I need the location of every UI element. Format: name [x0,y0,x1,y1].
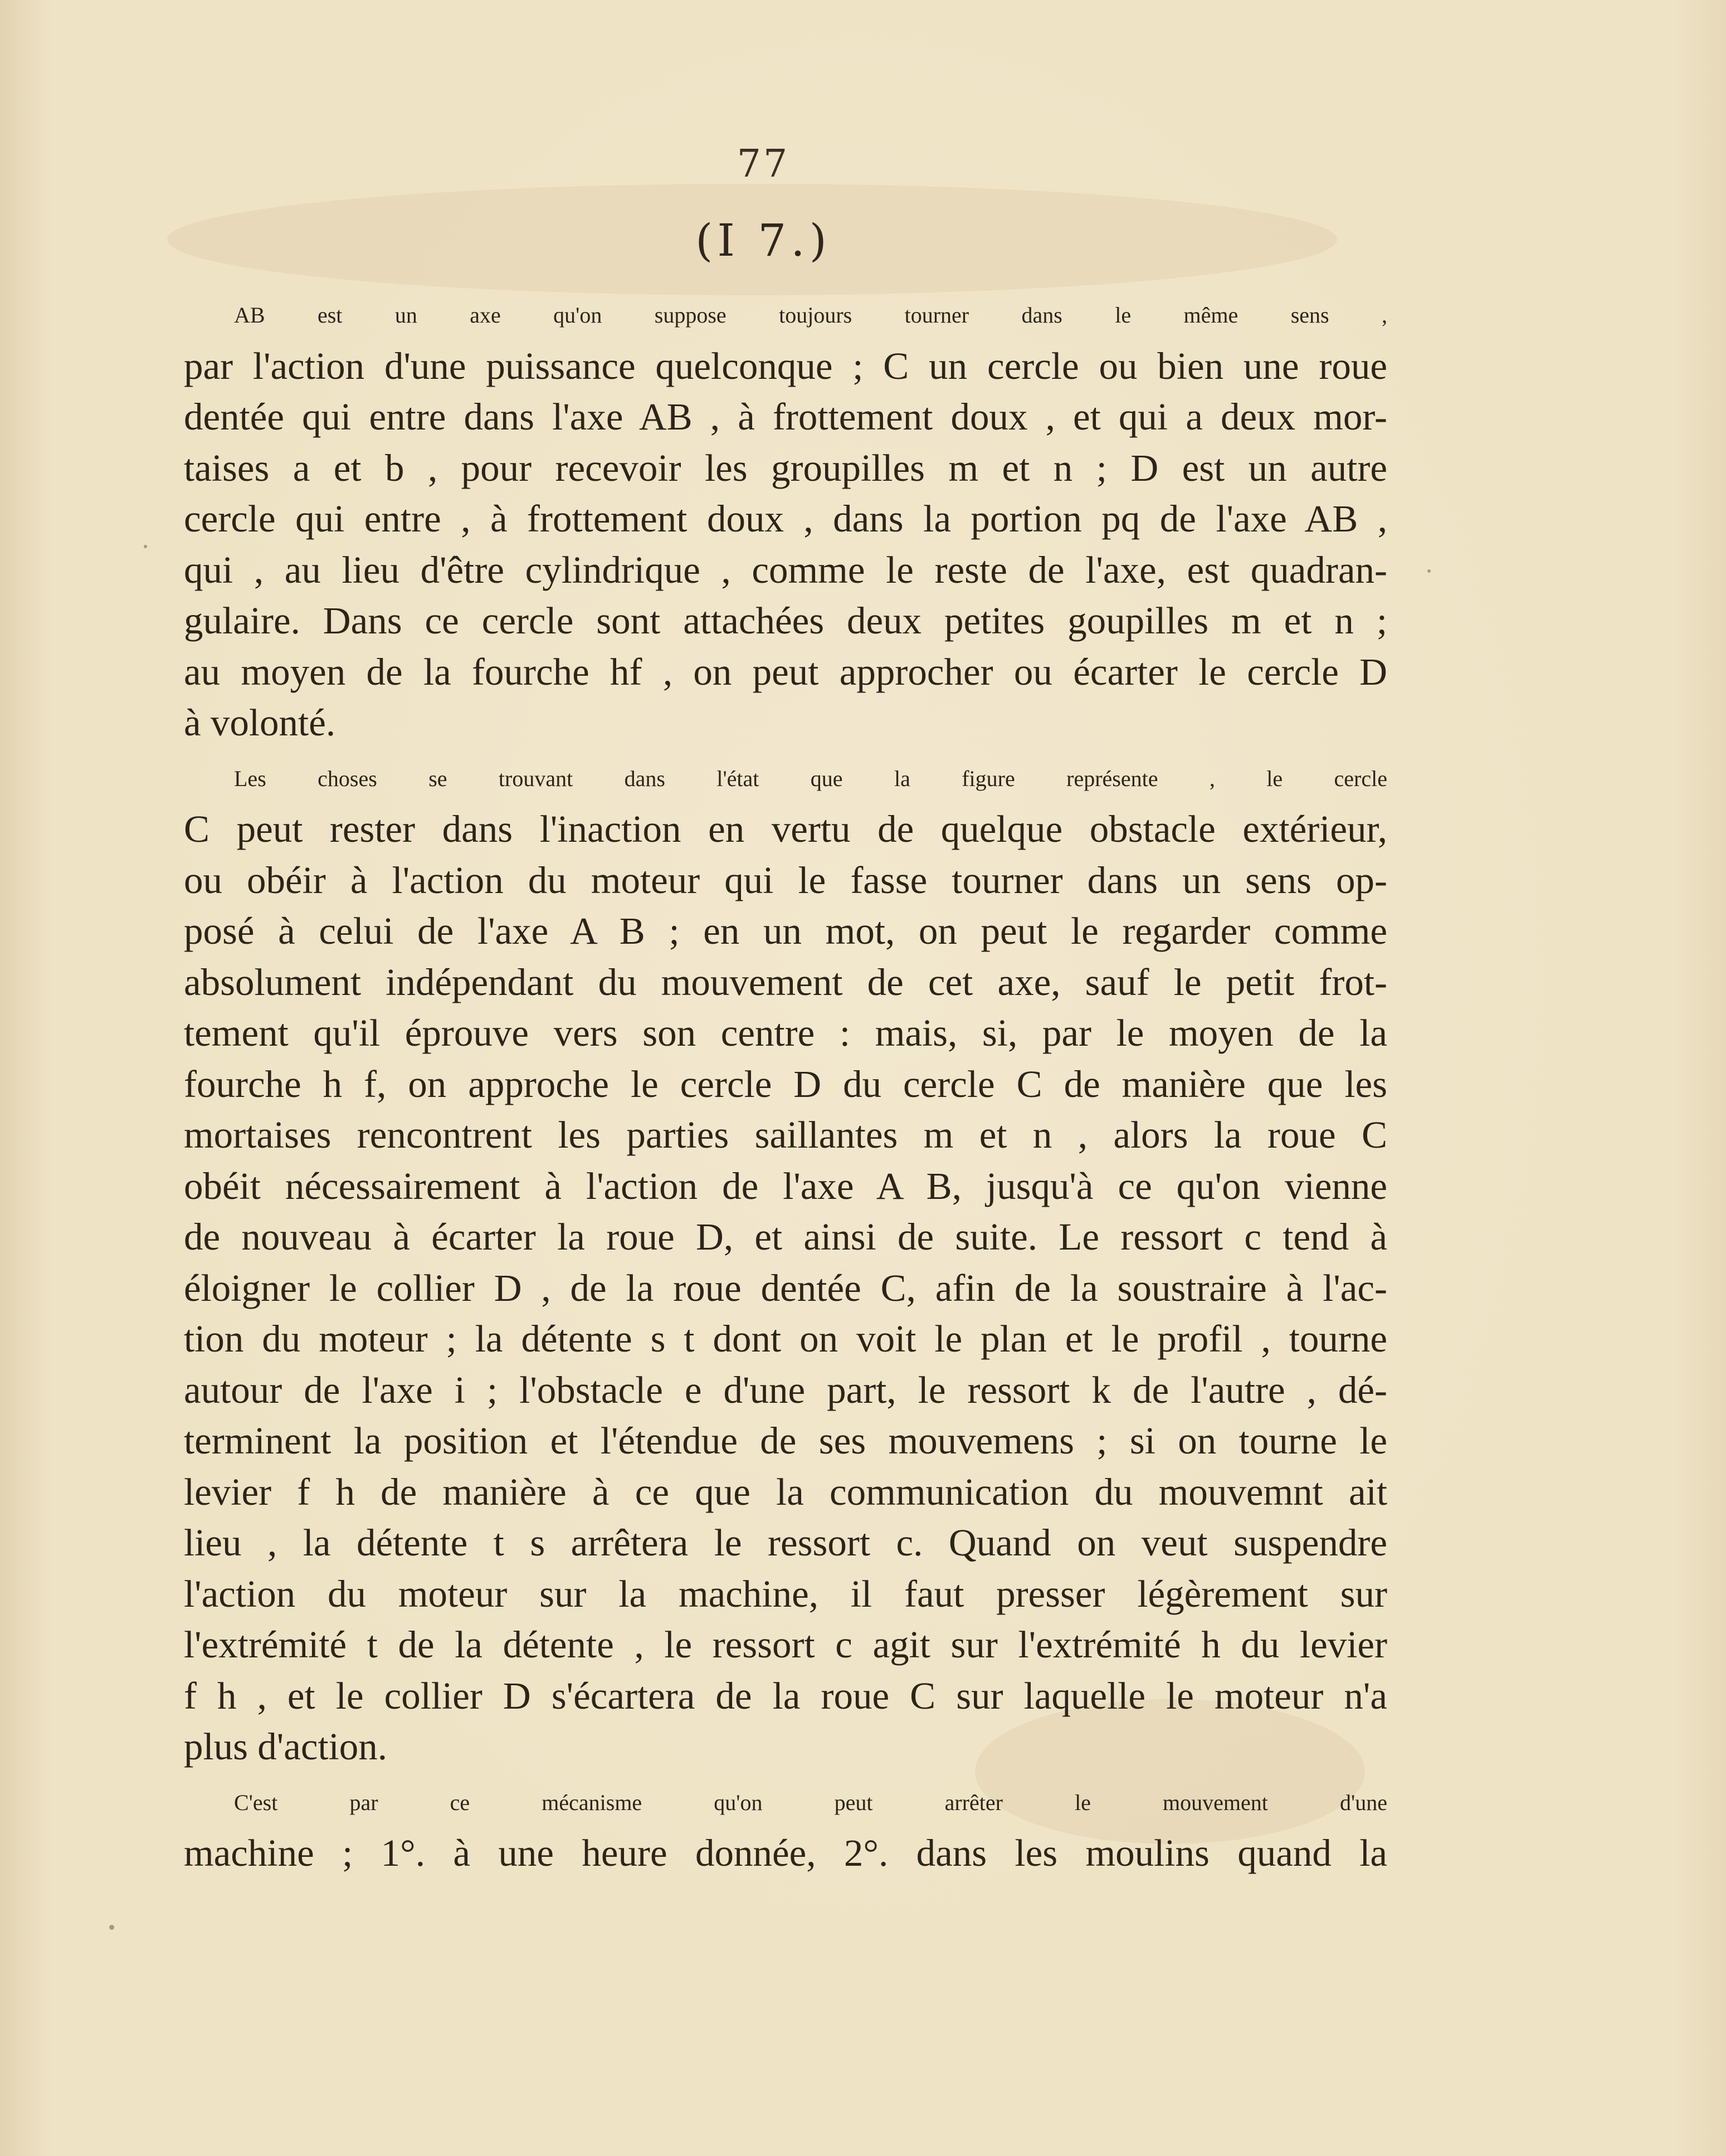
text-line: obéit nécessairement à l'action de l'axe A B, jusqu'à ce qu'on vienne [184,1164,1387,1207]
text-line: machine ; 1°. à une heure donnée, 2°. dans les moulins quand la [184,1832,1387,1874]
paragraph-1 [184,290,1387,749]
text-line: cercle qui entre , à frottement doux , dans la portion pq de l'axe AB , [184,497,1387,540]
text-line: au moyen de la fourche hf , on peut approcher ou écarter le cercle D [184,650,1387,693]
text-line: levier f h de manière à ce que la communication du mouvemnt ait [184,1470,1387,1513]
text-line: par l'action d'une puissance quelconque ; C un cercle ou bien une roue [184,344,1387,387]
paper-speck [144,545,147,548]
text-line: gulaire. Dans ce cercle sont attachées deux petites goupilles m et n ; [184,599,1387,642]
text-line: l'extrémité t de la détente , le ressort c agit sur l'extrémité h du levier [184,1623,1387,1666]
text-line: C peut rester dans l'inaction en vertu de quelque obstacle extérieur, [184,808,1387,850]
text-line: lieu , la détente t s arrêtera le ressort c. Quand on veut suspendre [184,1521,1387,1564]
text-line: l'action du moteur sur la machine, il faut presser légèrement sur [184,1572,1387,1615]
text-line: fourche h f, on approche le cercle D du cercle C de manière que les [184,1062,1387,1105]
text-line: C'est par ce mécanisme qu'on peut arrêter le mouvement d'une [234,1789,1387,1815]
paragraph-3 [184,1777,1387,1879]
paragraph-2 [184,753,1387,1773]
text-line: taises a et b , pour recevoir les groupilles m et n ; D est un autre [184,446,1387,489]
text-line: f h , et le collier D s'écartera de la roue C sur laquelle le moteur n'a [184,1674,1387,1717]
text-line: dentée qui entre dans l'axe AB , à frottement doux , et qui a deux mor- [184,396,1387,438]
text-line: à volonté. [184,701,336,744]
text-line: qui , au lieu d'être cylindrique , comme le reste de l'axe, est quadran- [184,548,1387,591]
text-line: Les choses se trouvant dans l'état que la figure représente , le cercle [234,765,1387,791]
text-line: autour de l'axe i ; l'obstacle e d'une part, le ressort k de l'autre , dé- [184,1368,1387,1411]
text-line: tement qu'il éprouve vers son centre : mais, si, par le moyen de la [184,1012,1387,1054]
text-line: mortaises rencontrent les parties saillantes m et n , alors la roue C [184,1114,1387,1156]
text-line: plus d'action. [184,1725,388,1768]
text-line: tion du moteur ; la détente s t dont on voit le plan et le profil , tourne [184,1318,1387,1360]
text-line: absolument indépendant du mouvement de cet axe, sauf le petit frot- [184,960,1387,1003]
paper-speck [1427,569,1431,573]
text-line: de nouveau à écarter la roue D, et ainsi de suite. Le ressort c tend à [184,1216,1387,1258]
text-line: ou obéir à l'action du moteur qui le fasse tourner dans un sens op- [184,859,1387,901]
page-number: 77 [737,142,790,186]
section-mark: (I 7.) [695,214,831,266]
text-line: éloigner le collier D , de la roue dentée C, afin de la soustraire à l'ac- [184,1266,1387,1309]
body-text [184,290,1387,1879]
text-line: terminent la position et l'étendue de ses mouvemens ; si on tourne le [184,1420,1387,1462]
text-line: AB est un axe qu'on suppose toujours tourner dans le même sens , [234,303,1387,328]
paper-speck [109,1925,114,1930]
text-line: posé à celui de l'axe A B ; en un mot, on peut le regarder comme [184,910,1387,952]
